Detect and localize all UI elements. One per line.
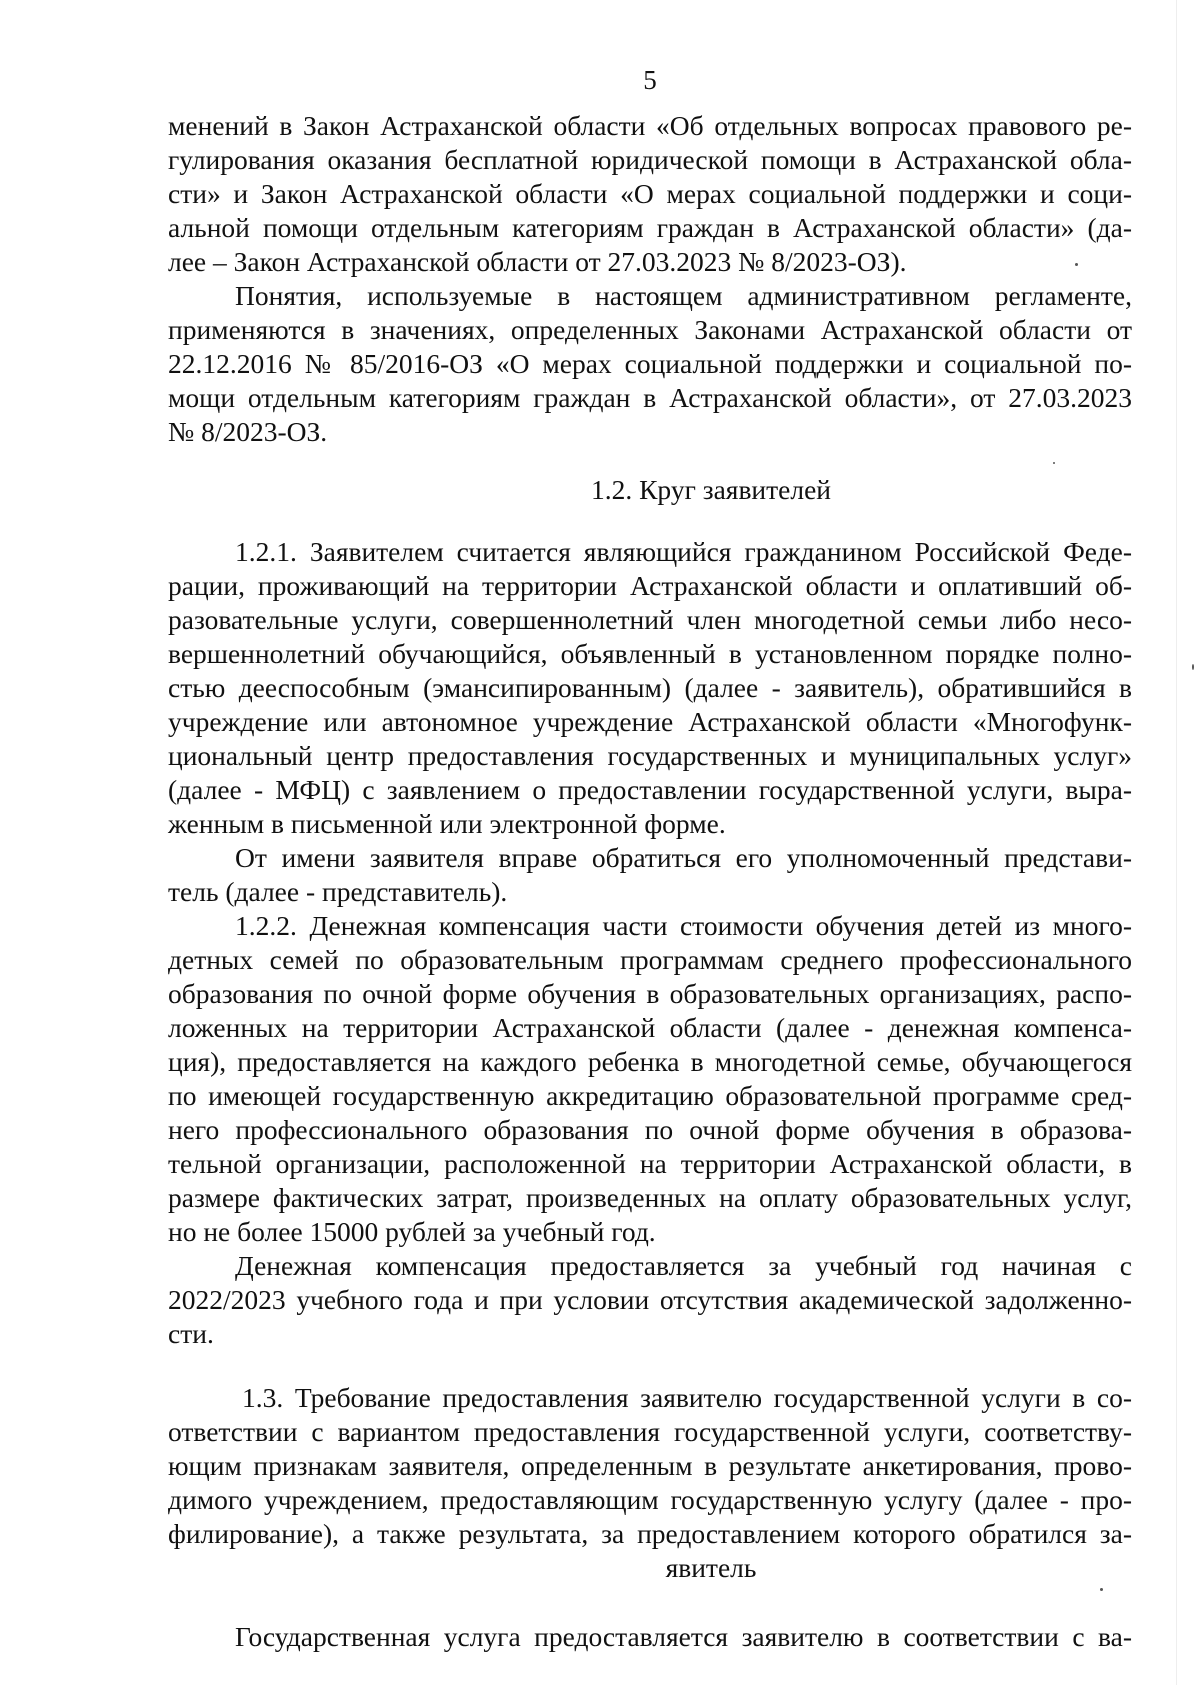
text-line: учреждение или автономное учреждение Астраханской области «Многофунк- — [168, 706, 1132, 737]
text-line: Понятия, используемые в настоящем административном регламенте, — [235, 280, 1132, 311]
text-line: ложенных на территории Астраханской области (далее - денежная компенса- — [168, 1012, 1132, 1043]
section-heading-line: ответствии с вариантом предоставления государственной услуги, соответству- — [168, 1416, 1132, 1447]
text-line: женным в письменной или электронной форме. — [168, 808, 726, 839]
page-number: 5 — [643, 65, 657, 95]
text-line: циональный центр предоставления государственных и муниципальных услуг» — [168, 740, 1132, 771]
scan-speck — [1192, 664, 1194, 670]
text-line: стью дееспособным (эмансипированным) (далее - заявитель), обратившийся в — [168, 672, 1132, 703]
text-line: образования по очной форме обучения в образовательных организациях, распо- — [168, 978, 1132, 1009]
text-line: ция), предоставляется на каждого ребенка в многодетной семье, обучающегося — [168, 1046, 1132, 1077]
text-line: Государственная услуга предоставляется заявителю в соответствии с ва- — [235, 1621, 1132, 1652]
text-line: сти» и Закон Астраханской области «О мерах социальной поддержки и соци- — [168, 178, 1132, 209]
text-line: Денежная компенсация предоставляется за учебный год начиная с — [235, 1250, 1132, 1281]
text-line: детных семей по образовательным программам среднего профессионального — [168, 944, 1132, 975]
text-line: (далее - МФЦ) с заявлением о предоставлении государственной услуги, выра- — [168, 774, 1132, 805]
section-heading-line: 1.3. Требование предоставления заявителю государственной услуги в со- — [242, 1382, 1132, 1413]
text-line: размере фактических затрат, произведенных на оплату образовательных услуг, — [168, 1182, 1132, 1213]
section-heading-line: явитель — [665, 1552, 757, 1583]
text-line: тель (далее - представитель). — [168, 876, 508, 907]
text-line: 1.2.1. Заявителем считается являющийся гражданином Российской Феде- — [235, 536, 1132, 567]
section-heading-line: ющим признакам заявителя, определенным в результате анкетирования, прово- — [168, 1450, 1132, 1481]
text-line: применяются в значениях, определенных Законами Астраханской области от — [168, 314, 1132, 345]
text-line: него профессионального образования по очной форме обучения в образова- — [168, 1114, 1132, 1145]
text-line: рации, проживающий на территории Астраханской области и оплативший об- — [168, 570, 1132, 601]
text-line: 1.2.2. Денежная компенсация части стоимости обучения детей из много- — [235, 910, 1132, 941]
text-line: гулирования оказания бесплатной юридической помощи в Астраханской обла- — [168, 144, 1132, 175]
text-line: но не более 15000 рублей за учебный год. — [168, 1216, 656, 1247]
text-line: тельной организации, расположенной на территории Астраханской области, в — [168, 1148, 1132, 1179]
section-heading-line: филирование), а также результата, за предоставлением которого обратился за- — [168, 1518, 1132, 1549]
text-line: № 8/2023-ОЗ. — [168, 416, 328, 447]
scan-speck — [1075, 263, 1078, 266]
text-line: альной помощи отдельным категориям граждан в Астраханской области» (да- — [168, 212, 1132, 243]
section-heading-line: димого учреждением, предоставляющим государственную услугу (далее - про- — [168, 1484, 1132, 1515]
scan-speck — [1053, 462, 1055, 464]
text-line: лее – Закон Астраханской области от 27.03.2023 № 8/2023-ОЗ). — [168, 246, 907, 277]
scan-edge — [1176, 0, 1177, 1685]
scan-speck — [1100, 1588, 1103, 1591]
text-line: вершеннолетний обучающийся, объявленный в установленном порядке полно- — [168, 638, 1132, 669]
text-line: мощи отдельным категориям граждан в Астраханской области», от 27.03.2023 — [168, 382, 1132, 413]
text-line: менений в Закон Астраханской области «Об отдельных вопросах правового ре- — [168, 110, 1132, 141]
text-line: разовательные услуги, совершеннолетний член многодетной семьи либо несо- — [168, 604, 1132, 635]
text-line: по имеющей государственную аккредитацию образовательной программе сред- — [168, 1080, 1132, 1111]
text-line: 2022/2023 учебного года и при условии отсутствия академической задолженно- — [168, 1284, 1132, 1315]
text-line: От имени заявителя вправе обратиться его уполномоченный представи- — [235, 842, 1132, 873]
text-line: 22.12.2016 № 85/2016-ОЗ «О мерах социальной поддержки и социальной по- — [168, 348, 1132, 379]
text-line: сти. — [168, 1318, 214, 1349]
section-heading: 1.2. Круг заявителей — [590, 474, 832, 505]
